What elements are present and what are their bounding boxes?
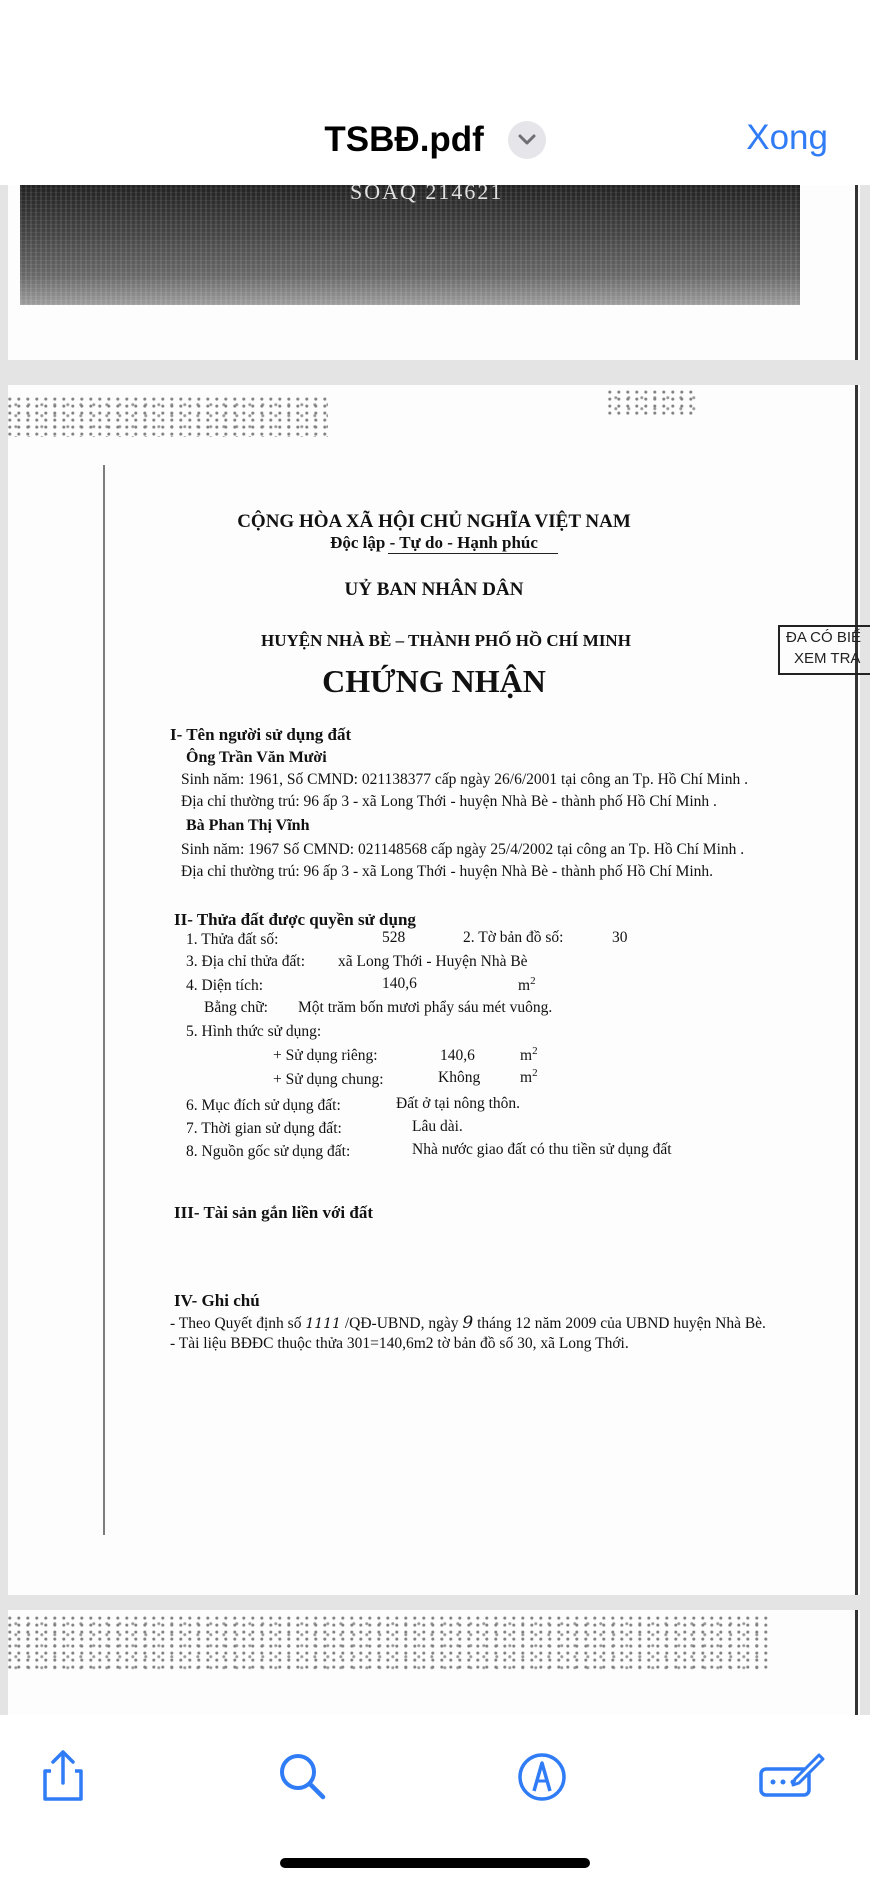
scan-margin-line	[103, 465, 105, 1535]
scan-noise	[8, 1616, 768, 1671]
private-use-label: + Sử dụng riêng:	[273, 1047, 378, 1064]
duration-label: 7. Thời gian sử dụng đất:	[186, 1120, 342, 1137]
pdf-page-3	[8, 1610, 860, 1715]
pdf-page-1	[8, 185, 860, 360]
area-label: 4. Diện tích:	[186, 977, 264, 994]
annotate-icon	[757, 1745, 827, 1805]
bottom-toolbar	[0, 1715, 870, 1883]
origin-label: 8. Nguồn gốc sử dụng đất:	[186, 1143, 351, 1160]
section-1-heading: I- Tên người sử dụng đất	[170, 725, 352, 744]
note-2: - Tài liệu BĐĐC thuộc thửa 301=140,6m2 tờ bản đồ số 30, xã Long Thới.	[170, 1335, 629, 1352]
area-unit: $m^2$	[518, 975, 536, 995]
purpose-value: Đất ở tại nông thôn.	[396, 1095, 520, 1112]
shared-use-unit: $m^2$	[520, 1067, 538, 1087]
shared-use-value: Không	[438, 1069, 481, 1086]
scanned-serial-text: SOAQ 214621	[350, 185, 504, 204]
scan-noise	[8, 397, 328, 437]
map-label: 2. Tờ bản đồ số:	[463, 929, 564, 946]
map-value: 30	[612, 929, 628, 946]
done-button[interactable]: Xong	[746, 118, 828, 157]
motto-underline	[388, 553, 558, 554]
scan-noise	[608, 390, 698, 418]
handwritten-day: 9	[462, 1313, 474, 1333]
private-use-unit: $m^2$	[520, 1045, 538, 1065]
search-icon	[273, 1745, 333, 1805]
markup-icon	[512, 1745, 572, 1805]
use-form-label: 5. Hình thức sử dụng:	[186, 1023, 322, 1040]
certificate-title: CHỨNG NHẬN	[322, 663, 546, 699]
section-3-heading: III- Tài sản gắn liền với đất	[174, 1203, 373, 1222]
person-1-name: Ông Trần Văn Mười	[186, 749, 327, 766]
area-words-value: Một trăm bốn mươi phẩy sáu mét vuông.	[298, 999, 553, 1016]
pdf-page-2	[8, 385, 860, 1595]
private-use-value: 140,6	[440, 1047, 475, 1064]
person-1-address: Địa chỉ thường trú: 96 ấp 3 - xã Long Thới - huyện Nhà Bè - thành phố Hồ Chí Minh .	[181, 793, 717, 810]
purpose-label: 6. Mục đích sử dụng đất:	[186, 1097, 341, 1114]
national-heading: CỘNG HÒA XÃ HỘI CHỦ NGHĨA VIỆT NAM	[237, 511, 631, 532]
shared-use-label: + Sử dụng chung:	[273, 1071, 384, 1088]
origin-value: Nhà nước giao đất có thu tiền sử dụng đất	[412, 1141, 672, 1158]
person-2-address: Địa chỉ thường trú: 96 ấp 3 - xã Long Thới - huyện Nhà Bè - thành phố Hồ Chí Minh.	[181, 863, 714, 880]
share-icon	[33, 1745, 93, 1805]
handwritten-decision-number: 1111	[305, 1316, 341, 1332]
section-4-heading: IV- Ghi chú	[174, 1291, 260, 1310]
note-1: - Theo Quyết định số 1111 /QĐ-UBND, ngày 9 tháng 12 năm 2009 của UBND huyện Nhà Bè.	[170, 1313, 766, 1333]
issuer-heading: UỶ BAN NHÂN DÂN	[344, 579, 524, 600]
area-words-label: Bằng chữ:	[204, 999, 268, 1016]
chevron-down-icon[interactable]	[508, 121, 546, 159]
home-indicator	[280, 1858, 590, 1868]
address-value: xã Long Thới - Huyện Nhà Bè	[338, 953, 528, 970]
top-navigation-bar	[0, 0, 870, 185]
person-2-birth: Sinh năm: 1967 Số CMND: 021148568 cấp ngày 25/4/2002 tại công an Tp. Hồ Chí Minh .	[181, 841, 745, 858]
pdf-viewer[interactable]	[0, 185, 870, 1715]
parcel-label: 1. Thửa đất số:	[186, 931, 279, 948]
document-title[interactable]	[0, 118, 870, 160]
national-motto: Độc lập - Tự do - Hạnh phúc	[330, 533, 538, 552]
scanned-image-dark	[20, 185, 800, 305]
annotate-button[interactable]	[757, 1745, 827, 1805]
person-1-birth: Sinh năm: 1961, Số CMND: 021138377 cấp ngày 26/6/2001 tại công an Tp. Hồ Chí Minh .	[181, 771, 749, 788]
section-2-heading: II- Thửa đất được quyền sử dụng	[174, 910, 416, 929]
search-button[interactable]	[273, 1745, 333, 1805]
area-value: 140,6	[382, 975, 417, 992]
markup-button[interactable]	[512, 1745, 572, 1805]
parcel-value: 528	[382, 929, 406, 946]
document-title-text: TSBĐ.pdf	[324, 119, 484, 159]
address-label: 3. Địa chỉ thửa đất:	[186, 953, 306, 970]
share-button[interactable]	[33, 1745, 93, 1805]
district-heading: HUYỆN NHÀ BÈ – THÀNH PHỐ HỒ CHÍ MINH	[261, 631, 631, 650]
stamp: ĐA CÓ BIẾ XEM TRA	[778, 625, 870, 675]
duration-value: Lâu dài.	[412, 1118, 463, 1135]
person-2-name: Bà Phan Thị Vĩnh	[186, 817, 310, 834]
